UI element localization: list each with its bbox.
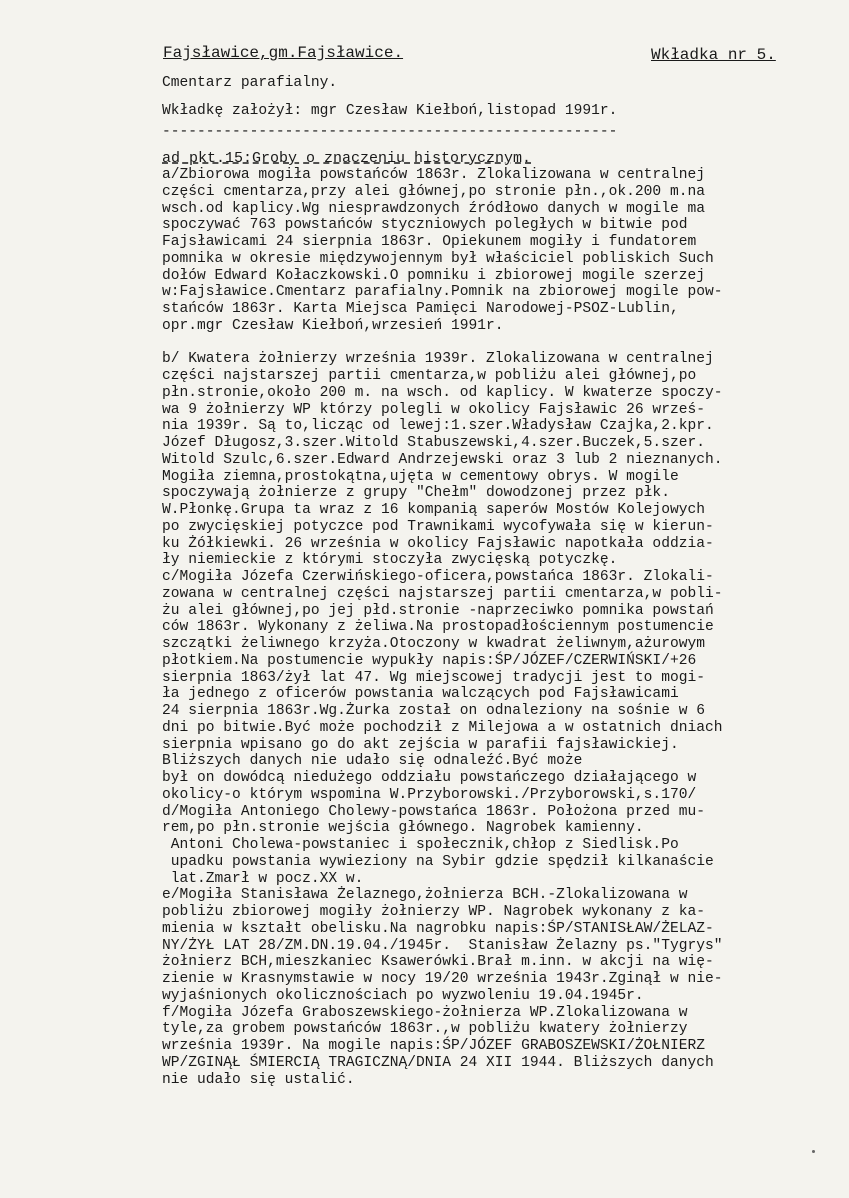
body-line: f/Mogiła Józefa Graboszewskiego-żołnierza WP.Zlokalizowana w [162,1004,688,1021]
body-line: sierpnia 1863/żył lat 47. Wg miejscowej tradycji jest to mogi- [162,669,705,686]
body-line: WP/ZGINĄŁ ŚMIERCIĄ TRAGICZNĄ/DNIA 24 XII 1944. Bliższych danych [162,1054,714,1071]
body-line: d/Mogiła Antoniego Cholewy-powstańca 1863r. Położona przed mu- [162,803,705,820]
body-line: części najstarszej partii cmentarza,w pobliżu alei głównej,po [162,368,697,384]
header-insert-number: Wkładka nr 5. [651,46,776,64]
body-line: pomnika w okresie międzywojennym był właściciel pobliskich Such [162,250,714,267]
body-line: części cmentarza,przy alei głównej,po stronie płn.,ok.200 m.na [162,183,705,200]
body-line: rem,po płn.stronie wejścia głównego. Nagrobek kamienny. [162,820,644,837]
body-line: lat.Zmarł w pocz.XX w. [162,870,364,887]
body-line: w:Fajsławice.Cmentarz parafialny.Pomnik na zbiorowej mogile pow- [162,284,723,301]
body-line: Mogiła ziemna,prostokątna,ujęta w cementowy obrys. W mogile [162,468,679,485]
body-line: Antoni Cholewa-powstaniec i społecznik,chłop z Siedlisk.Po [162,837,679,853]
body-line: stańców 1863r. Karta Miejsca Pamięci Narodowej-PSOZ-Lublin, [162,301,679,317]
body-line: Józef Długosz,3.szer.Witold Stabuszewski,4.szer.Buczek,5.szer. [162,435,705,451]
paper-speck [812,1150,815,1153]
body-line: ku Żółkiewki. 26 września w okolicy Fajsławic napotkała oddzia- [162,535,714,552]
body-line: Witold Szulc,6.szer.Edward Andrzejewski oraz 3 lub 2 nieznanych. [162,451,723,468]
body-line: płotkiem.Na postumencie wypukły napis:ŚP/JÓZEF/CZERWIŃSKI/+26 [162,652,697,669]
body-line: wa 9 żołnierzy WP którzy polegli w okolicy Fajsławic 26 wrześ- [162,401,705,418]
body-line: spoczywają żołnierze z grupy "Chełm" dowodzonej przez płk. [162,485,670,502]
body-line: żołnierz BCH,mieszkaniec Ksawerówki.Brał m.inn. w akcji na wię- [162,954,714,971]
body-line: ły niemieckie z którymi stoczyła zwycięską potyczkę. [162,552,618,569]
body-line: ców 1863r. Wykonany z żeliwa.Na prostopadłościennym postumencie [162,619,714,636]
body-line: NY/ŻYŁ LAT 28/ZM.DN.19.04./1945r. Stanisław Żelazny ps."Tygrys" [162,937,723,954]
body-line: opr.mgr Czesław Kiełboń,wrzesień 1991r. [162,317,504,334]
body-line: był on dowódcą niedużego oddziału powstańczego działającego w [162,770,697,786]
body-line: zowana w centralnej części najstarszej partii cmentarza,w pobli- [162,585,723,602]
body-line: spoczywać 763 powstańców styczniowych poległych w bitwie pod [162,217,688,234]
body-line: okolicy-o którym wspomina W.Przyborowski./Przyborowski,s.170/ [162,786,697,803]
body-line: a/Zbiorowa mogiła powstańców 1863r. Zlokalizowana w centralnej [162,167,705,183]
body-line: e/Mogiła Stanisława Żelaznego,żołnierza BCH.-Zlokalizowana w [162,887,688,904]
header-place: Fajsławice,gm.Fajsławice. [163,44,404,62]
insert-founder: Wkładkę założył: mgr Czesław Kiełboń,listopad 1991r. [162,103,618,119]
section-heading: ad pkt.15:Groby o znaczeniu historycznym. [162,150,532,167]
body-line: pobliżu zbiorowej mogiły żołnierzy WP. Nagrobek wykonany z ka- [162,904,705,920]
body-line: żu alei głównej,po jej płd.stronie -naprzeciwko pomnika powstań [162,602,714,619]
body-line: tyle,za grobem powstańców 1863r.,w pobliżu kwatery żołnierzy [162,1021,688,1038]
body-line: Bliższych danych nie udało się odnaleźć.Być może [162,753,583,770]
body-line: dni po bitwie.Być może pochodził z Milejowa a w ostatnich dniach [162,719,723,736]
body-line: b/ Kwatera żołnierzy września 1939r. Zlokalizowana w centralnej [162,351,714,368]
body-line: nia 1939r. Są to,licząc od lewej:1.szer.Władysław Czajka,2.kpr. [162,418,714,435]
body-line: W.Płonkę.Grupa ta wraz z 16 kompanią saperów Mostów Kolejowych [162,502,705,518]
body-line: mienia w kształt obelisku.Na nagrobku napis:ŚP/STANISŁAW/ŻELAZ- [162,920,714,937]
body-line: sierpnia wpisano go do akt zejścia w parafii fajsławickiej. [162,736,679,753]
body-line: szczątki żeliwnego krzyża.Otoczony w kwadrat żeliwnym,ażurowym [162,636,705,652]
body-line: września 1939r. Na mogile napis:ŚP/JÓZEF GRABOSZEWSKI/ŻOŁNIERZ [162,1038,705,1054]
body-line: dołów Edward Kołaczkowski.O pomniku i zbiorowej mogile szerzej [162,267,705,284]
body-line: zienie w Krasnymstawie w nocy 19/20 września 1943r.Zginął w nie- [162,971,723,987]
body-line: 24 sierpnia 1863r.Wg.Żurka został on odnaleziony na sośnie w 6 [162,703,705,719]
body-line: wsch.od kaplicy.Wg niesprawdzonych źródłowo danych w mogile ma [162,200,705,217]
body-line: upadku powstania wywieziony na Sybir gdzie spędził kilkanaście [162,853,714,870]
body-line: po zwycięskiej potyczce pod Trawnikami wycofywała się w kierun- [162,518,714,535]
body-line: Fajsławicami 24 sierpnia 1863r. Opiekunem mogiły i fundatorem [162,234,697,250]
body-line: nie udało się ustalić. [162,1071,355,1088]
body-line: płn.stronie,około 200 m. na wsch. od kaplicy. W kwaterze spoczy- [162,384,723,401]
cemetery-name: Cmentarz parafialny. [162,75,338,91]
separator-line: ---------------------------------------------------- [162,124,618,140]
body-line: wyjaśnionych okolicznościach po wyzwoleniu 19.04.1945r. [162,987,644,1004]
body-line: c/Mogiła Józefa Czerwińskiego-oficera,powstańca 1863r. Zlokali- [162,569,714,585]
body-line: ła jednego z oficerów powstania walczących pod Fajsławicami [162,686,679,703]
